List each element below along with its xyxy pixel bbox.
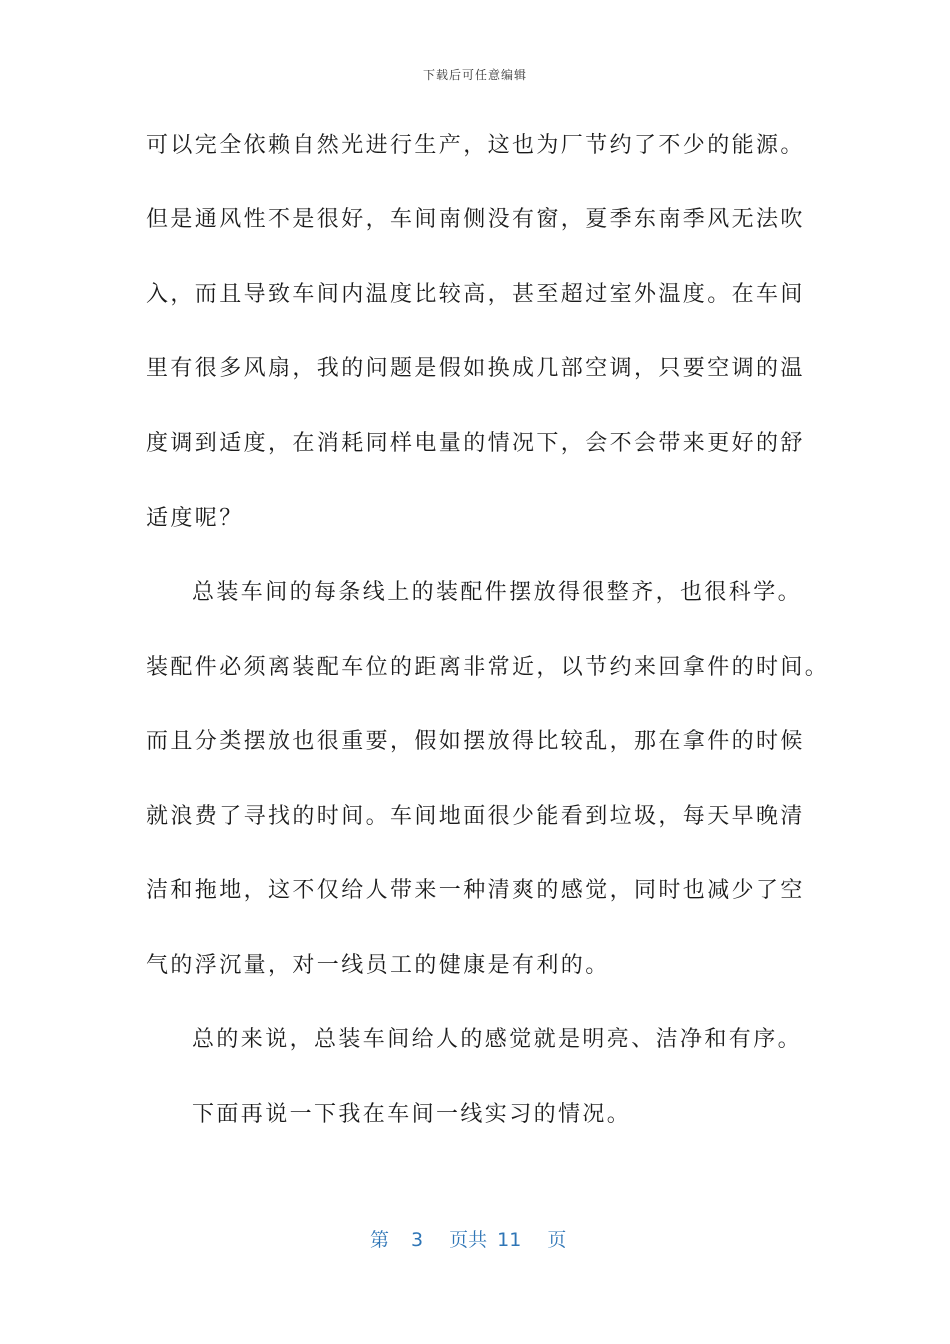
paragraph-line: 装配件必须离装配车位的距离非常近，以节约来回拿件的时间。 [146, 655, 830, 680]
footer-total-word: 页共 [449, 1229, 488, 1251]
paragraph-line: 总装车间的每条线上的装配件摆放得很整齐，也很科学。 [192, 580, 803, 605]
paragraph-line: 可以完全依赖自然光进行生产，这也为厂节约了不少的能源。 [146, 133, 805, 158]
paragraph-line: 但是通风性不是很好，车间南侧没有窗，夏季东南季风无法吹 [146, 207, 805, 232]
paragraph-line: 洁和拖地，这不仅给人带来一种清爽的感觉，同时也减少了空 [146, 878, 805, 903]
page-footer [370, 1225, 566, 1252]
paragraph-line: 度调到适度，在消耗同样电量的情况下，会不会带来更好的舒 [146, 431, 805, 456]
footer-total-pages: 11 [497, 1229, 522, 1251]
footer-page-number: 3 [411, 1229, 424, 1251]
paragraph-line: 总的来说，总装车间给人的感觉就是明亮、洁净和有序。 [192, 1027, 803, 1052]
paragraph-line: 适度呢？ [146, 506, 244, 531]
page-header: 下载后可任意编辑 [422, 68, 527, 82]
footer-page-word: 第 [370, 1229, 390, 1251]
paragraph-line: 里有很多风扇，我的问题是假如换成几部空调，只要空调的温 [146, 356, 805, 381]
paragraph-line: 气的浮沉量，对一线员工的健康是有利的。 [146, 953, 610, 978]
footer-end-word: 页 [547, 1229, 567, 1251]
paragraph-line: 入，而且导致车间内温度比较高，甚至超过室外温度。在车间 [146, 282, 805, 307]
paragraph-line: 而且分类摆放也很重要，假如摆放得比较乱，那在拿件的时候 [146, 729, 805, 754]
paragraph-line: 就浪费了寻找的时间。车间地面很少能看到垃圾，每天早晚清 [146, 804, 805, 829]
paragraph-line: 下面再说一下我在车间一线实习的情况。 [192, 1102, 632, 1127]
